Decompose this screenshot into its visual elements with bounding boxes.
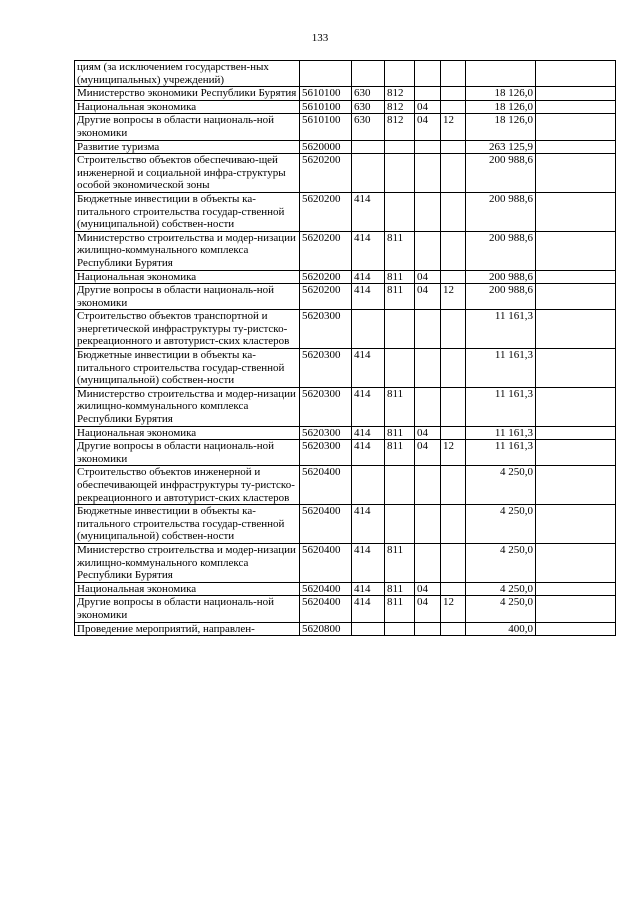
row-pr-cell: 12 <box>441 114 466 140</box>
row-sum-cell: 4 250,0 <box>466 596 536 622</box>
row-name-cell: Развитие туризма <box>75 140 300 154</box>
table-row <box>75 87 616 101</box>
table-row <box>75 426 616 440</box>
row-csr-cell: 5620300 <box>300 349 352 388</box>
row-extra-cell <box>536 192 616 231</box>
table-row <box>75 582 616 596</box>
table-row <box>75 192 616 231</box>
row-pr-cell: 12 <box>441 596 466 622</box>
row-ved-cell: 811 <box>385 231 415 270</box>
row-vr-cell: 630 <box>352 100 385 114</box>
row-name-cell: Бюджетные инвестиции в объекты ка-питального строительства государ-ственной (муниципальной) собствен-ности <box>75 505 300 544</box>
row-extra-cell <box>536 426 616 440</box>
table-row <box>75 440 616 466</box>
table-row <box>75 310 616 349</box>
row-csr-cell: 5620200 <box>300 154 352 193</box>
table-row <box>75 622 616 636</box>
row-vr-cell <box>352 154 385 193</box>
row-vr-cell: 414 <box>352 505 385 544</box>
row-rz-cell <box>415 505 441 544</box>
row-sum-cell: 4 250,0 <box>466 543 536 582</box>
row-pr-cell <box>441 426 466 440</box>
row-extra-cell <box>536 270 616 284</box>
row-name-cell: Министерство экономики Республики Бурятия <box>75 87 300 101</box>
row-sum-cell: 200 988,6 <box>466 154 536 193</box>
row-ved-cell <box>385 505 415 544</box>
row-csr-cell: 5620300 <box>300 426 352 440</box>
row-csr-cell: 5620300 <box>300 440 352 466</box>
row-csr-cell: 5610100 <box>300 87 352 101</box>
row-name-cell: Бюджетные инвестиции в объекты ка-питального строительства государ-ственной (муниципальной) собствен-ности <box>75 349 300 388</box>
row-ved-cell <box>385 140 415 154</box>
row-vr-cell: 414 <box>352 192 385 231</box>
row-ved-cell: 811 <box>385 440 415 466</box>
row-sum-cell: 200 988,6 <box>466 284 536 310</box>
row-sum-cell <box>466 61 536 87</box>
row-sum-cell: 11 161,3 <box>466 426 536 440</box>
row-rz-cell <box>415 387 441 426</box>
row-ved-cell: 811 <box>385 387 415 426</box>
row-pr-cell <box>441 61 466 87</box>
row-extra-cell <box>536 543 616 582</box>
row-rz-cell <box>415 622 441 636</box>
row-pr-cell <box>441 387 466 426</box>
row-vr-cell: 414 <box>352 596 385 622</box>
row-rz-cell <box>415 61 441 87</box>
row-ved-cell: 811 <box>385 582 415 596</box>
row-name-cell: Другие вопросы в области националь-ной экономики <box>75 596 300 622</box>
row-csr-cell: 5620000 <box>300 140 352 154</box>
row-vr-cell <box>352 140 385 154</box>
row-csr-cell: 5620400 <box>300 596 352 622</box>
row-rz-cell: 04 <box>415 284 441 310</box>
page-number: 133 <box>311 32 329 44</box>
row-sum-cell: 263 125,9 <box>466 140 536 154</box>
row-ved-cell: 812 <box>385 87 415 101</box>
row-rz-cell <box>415 231 441 270</box>
row-sum-cell: 18 126,0 <box>466 100 536 114</box>
row-rz-cell <box>415 154 441 193</box>
row-vr-cell: 414 <box>352 231 385 270</box>
row-pr-cell <box>441 310 466 349</box>
row-ved-cell: 811 <box>385 426 415 440</box>
row-name-cell: Национальная экономика <box>75 270 300 284</box>
row-name-cell: Национальная экономика <box>75 582 300 596</box>
row-name-cell: Министерство строительства и модер-низации жилищно-коммунального комплекса Республики Бурятия <box>75 231 300 270</box>
row-ved-cell: 811 <box>385 270 415 284</box>
table-row <box>75 387 616 426</box>
row-pr-cell <box>441 622 466 636</box>
row-csr-cell: 5620200 <box>300 284 352 310</box>
row-ved-cell <box>385 61 415 87</box>
row-extra-cell <box>536 622 616 636</box>
table-row <box>75 154 616 193</box>
row-csr-cell <box>300 61 352 87</box>
row-ved-cell: 811 <box>385 596 415 622</box>
row-ved-cell: 812 <box>385 100 415 114</box>
row-pr-cell <box>441 505 466 544</box>
table-row <box>75 466 616 505</box>
row-vr-cell: 630 <box>352 114 385 140</box>
row-ved-cell: 812 <box>385 114 415 140</box>
row-extra-cell <box>536 440 616 466</box>
row-pr-cell <box>441 582 466 596</box>
row-csr-cell: 5620300 <box>300 387 352 426</box>
row-extra-cell <box>536 114 616 140</box>
row-csr-cell: 5620400 <box>300 582 352 596</box>
row-name-cell: Проведение мероприятий, направлен- <box>75 622 300 636</box>
row-rz-cell <box>415 140 441 154</box>
row-sum-cell: 200 988,6 <box>466 231 536 270</box>
row-extra-cell <box>536 310 616 349</box>
row-rz-cell: 04 <box>415 582 441 596</box>
row-vr-cell: 414 <box>352 543 385 582</box>
row-extra-cell <box>536 505 616 544</box>
row-vr-cell <box>352 310 385 349</box>
row-name-cell: Другие вопросы в области националь-ной экономики <box>75 114 300 140</box>
row-sum-cell: 4 250,0 <box>466 505 536 544</box>
row-pr-cell <box>441 543 466 582</box>
row-csr-cell: 5610100 <box>300 100 352 114</box>
row-pr-cell <box>441 140 466 154</box>
row-name-cell: Министерство строительства и модер-низации жилищно-коммунального комплекса Республики Бурятия <box>75 543 300 582</box>
row-pr-cell: 12 <box>441 440 466 466</box>
row-extra-cell <box>536 387 616 426</box>
row-rz-cell: 04 <box>415 114 441 140</box>
row-sum-cell: 11 161,3 <box>466 349 536 388</box>
row-csr-cell: 5620400 <box>300 543 352 582</box>
row-sum-cell: 4 250,0 <box>466 466 536 505</box>
row-pr-cell <box>441 270 466 284</box>
row-rz-cell: 04 <box>415 440 441 466</box>
row-sum-cell: 400,0 <box>466 622 536 636</box>
row-csr-cell: 5620200 <box>300 270 352 284</box>
row-rz-cell <box>415 349 441 388</box>
row-pr-cell <box>441 100 466 114</box>
row-sum-cell: 18 126,0 <box>466 87 536 101</box>
row-sum-cell: 11 161,3 <box>466 440 536 466</box>
row-pr-cell <box>441 349 466 388</box>
row-sum-cell: 11 161,3 <box>466 387 536 426</box>
row-csr-cell: 5620800 <box>300 622 352 636</box>
table-row <box>75 114 616 140</box>
row-csr-cell: 5620300 <box>300 310 352 349</box>
row-name-cell: Другие вопросы в области националь-ной экономики <box>75 284 300 310</box>
row-name-cell: Строительство объектов транспортной и энергетической инфраструктуры ту-ристско-рекреационного и автотурист-ских кластеров <box>75 310 300 349</box>
row-ved-cell: 811 <box>385 284 415 310</box>
row-sum-cell: 4 250,0 <box>466 582 536 596</box>
row-rz-cell: 04 <box>415 270 441 284</box>
row-csr-cell: 5620200 <box>300 192 352 231</box>
table-row <box>75 100 616 114</box>
row-name-cell: Министерство строительства и модер-низации жилищно-коммунального комплекса Республики Бурятия <box>75 387 300 426</box>
row-csr-cell: 5610100 <box>300 114 352 140</box>
row-name-cell: Другие вопросы в области националь-ной экономики <box>75 440 300 466</box>
row-vr-cell: 414 <box>352 270 385 284</box>
table-row <box>75 596 616 622</box>
row-name-cell: Строительство объектов инженерной и обеспечивающей инфраструктуры ту-ристско-рекреационного и автотурист-ских кластеров <box>75 466 300 505</box>
table-row <box>75 231 616 270</box>
row-vr-cell: 414 <box>352 387 385 426</box>
table-body <box>75 61 616 636</box>
row-vr-cell <box>352 61 385 87</box>
row-sum-cell: 11 161,3 <box>466 310 536 349</box>
row-rz-cell <box>415 466 441 505</box>
row-sum-cell: 18 126,0 <box>466 114 536 140</box>
row-rz-cell <box>415 543 441 582</box>
row-vr-cell: 630 <box>352 87 385 101</box>
row-extra-cell <box>536 284 616 310</box>
row-vr-cell: 414 <box>352 582 385 596</box>
table-row <box>75 349 616 388</box>
row-rz-cell <box>415 310 441 349</box>
row-pr-cell <box>441 154 466 193</box>
row-extra-cell <box>536 87 616 101</box>
row-extra-cell <box>536 582 616 596</box>
row-extra-cell <box>536 61 616 87</box>
row-vr-cell: 414 <box>352 426 385 440</box>
row-name-cell: Бюджетные инвестиции в объекты ка-питального строительства государ-ственной (муниципальной) собствен-ности <box>75 192 300 231</box>
row-rz-cell: 04 <box>415 596 441 622</box>
table-row <box>75 284 616 310</box>
row-extra-cell <box>536 596 616 622</box>
table-row <box>75 505 616 544</box>
row-pr-cell <box>441 231 466 270</box>
table-row <box>75 543 616 582</box>
row-extra-cell <box>536 349 616 388</box>
table-row <box>75 140 616 154</box>
row-pr-cell <box>441 87 466 101</box>
table-row <box>75 61 616 87</box>
row-ved-cell <box>385 466 415 505</box>
row-vr-cell: 414 <box>352 440 385 466</box>
row-rz-cell: 04 <box>415 100 441 114</box>
row-vr-cell <box>352 622 385 636</box>
row-ved-cell: 811 <box>385 543 415 582</box>
row-extra-cell <box>536 466 616 505</box>
row-ved-cell <box>385 154 415 193</box>
budget-table <box>74 60 616 636</box>
row-rz-cell <box>415 192 441 231</box>
row-sum-cell: 200 988,6 <box>466 192 536 231</box>
row-csr-cell: 5620200 <box>300 231 352 270</box>
row-extra-cell <box>536 154 616 193</box>
row-ved-cell <box>385 310 415 349</box>
row-ved-cell <box>385 349 415 388</box>
row-vr-cell <box>352 466 385 505</box>
row-csr-cell: 5620400 <box>300 466 352 505</box>
row-vr-cell: 414 <box>352 284 385 310</box>
row-csr-cell: 5620400 <box>300 505 352 544</box>
row-pr-cell <box>441 192 466 231</box>
row-sum-cell: 200 988,6 <box>466 270 536 284</box>
row-vr-cell: 414 <box>352 349 385 388</box>
row-ved-cell <box>385 192 415 231</box>
row-rz-cell: 04 <box>415 426 441 440</box>
row-extra-cell <box>536 140 616 154</box>
row-pr-cell: 12 <box>441 284 466 310</box>
row-name-cell: циям (за исключением государствен-ных (муниципальных) учреждений) <box>75 61 300 87</box>
row-name-cell: Национальная экономика <box>75 100 300 114</box>
row-extra-cell <box>536 231 616 270</box>
row-name-cell: Строительство объектов обеспечиваю-щей инженерной и социальной инфра-структуры особой экономической зоны <box>75 154 300 193</box>
row-ved-cell <box>385 622 415 636</box>
row-name-cell: Национальная экономика <box>75 426 300 440</box>
row-rz-cell <box>415 87 441 101</box>
table-row <box>75 270 616 284</box>
row-extra-cell <box>536 100 616 114</box>
row-pr-cell <box>441 466 466 505</box>
